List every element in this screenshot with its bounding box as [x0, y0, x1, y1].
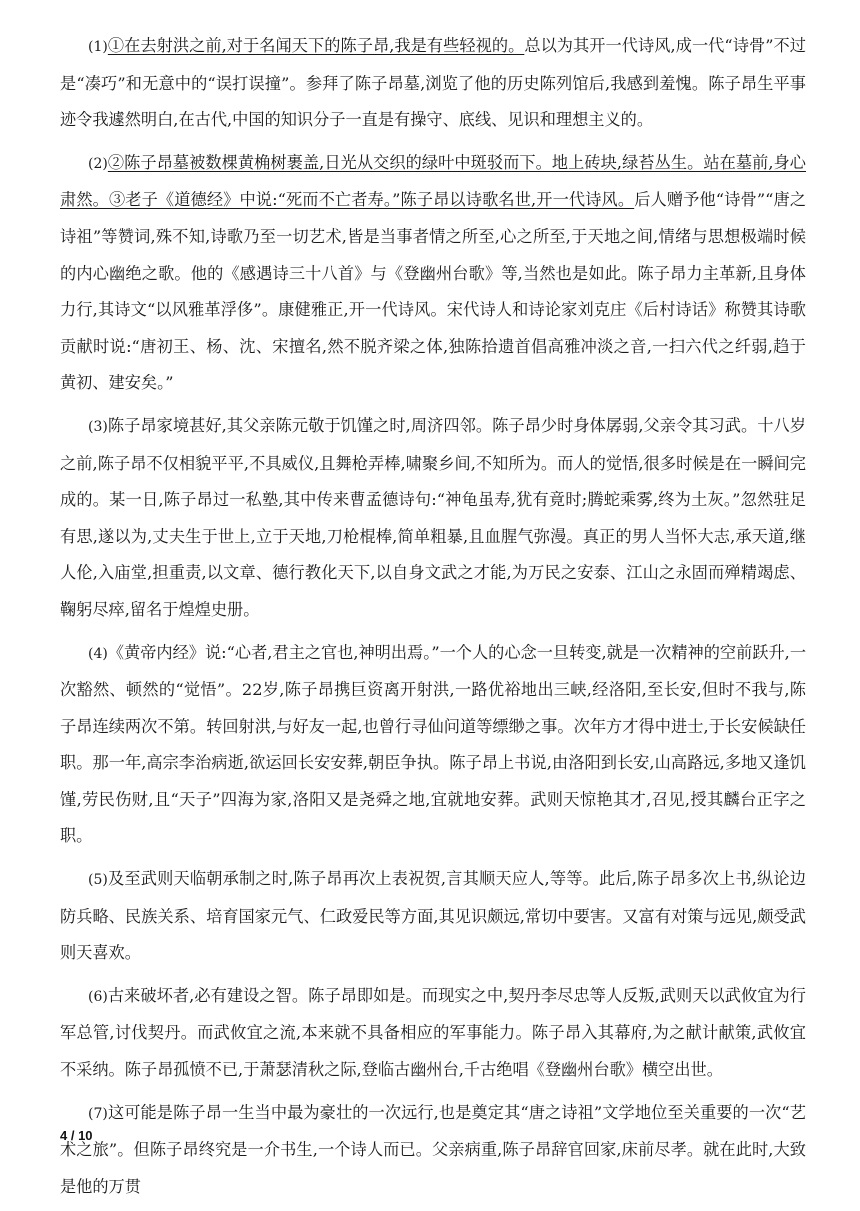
paragraph-text: 这可能是陈子昂一生当中最为豪壮的一次远行,也是奠定其“唐之诗祖”文学地位至关重要的一次“艺术之旅”。但陈子昂终究是一介书生,一个诗人而已。父亲病重,陈子昂辞官回家,床前尽孝。就在此时,大致是他的万贯 [60, 1102, 806, 1196]
paragraph-number: (6) [88, 988, 108, 1005]
paragraph-number: (4) [88, 645, 108, 662]
paragraph-text: 《黄帝内经》说:“心者,君主之官也,神明出焉。”一个人的心念一旦转变,就是一次精神的空前跃升,一次豁然、顿然的“觉悟”。22岁,陈子昂携巨资离开射洪,一路优裕地出三峡,经洛阳,至长安,但时不我与,陈子昂连续两次不第。转回射洪,与好友一起,也曾行寻仙问道等缥缈之事。次年方才得中进士,于长安候缺任职。那一年,高宗李治病逝,欲运回长安安葬,朝臣争执。陈子昂上书说,由洛阳到长安,山高路远,多地又逢饥馑,劳民伤财,且“天子”四海为家,洛阳又是尧舜之地,宜就地安葬。武则天惊艳其才,召见,授其麟台正字之职。 [60, 642, 807, 846]
underlined-sentence-3: ③老子《道德经》中说:“死而不亡者寿。”陈子昂以诗歌名世,开一代诗风。 [108, 190, 635, 210]
paragraph-number: (1) [88, 39, 108, 55]
document-page [60, 28, 806, 1211]
paragraph-text: 古来破坏者,必有建设之智。陈子昂即如是。而现实之中,契丹李尽忠等人反叛,武则天以武攸宜为行军总管,讨伐契丹。而武攸宜之流,本来就不具备相应的军事能力。陈子昂入其幕府,为之献计献策,武攸宜不采纳。陈子昂孤愤不已,于萧瑟清秋之际,登临古幽州台,千古绝唱《登幽州台歌》横空出世。 [60, 985, 806, 1080]
paragraph-number: (7) [88, 1105, 108, 1122]
paragraph-2 [60, 145, 806, 402]
paragraph-text: 及至武则天临朝承制之时,陈子昂再次上表祝贺,言其顺天应人,等等。此后,陈子昂多次上书,纵论边防兵略、民族关系、培育国家元气、仁政爱民等方面,其见识颇远,常切中要害。又富有对策与远见,颇受武则天喜欢。 [60, 869, 806, 963]
paragraph-number: (3) [88, 418, 108, 435]
paragraph-text: 陈子昂家境甚好,其父亲陈元敬于饥馑之时,周济四邻。陈子昂少时身体孱弱,父亲令其习武。十八岁之前,陈子昂不仅相貌平平,不具威仪,且舞枪弄棒,啸聚乡间,不知所为。而人的觉悟,很多时候是在一瞬间完成的。某一日,陈子昂过一私塾,其中传来曹孟德诗句:“神龟虽寿,犹有竟时;腾蛇乘雾,终为土灰。”忽然驻足有思,遂以为,丈夫生于世上,立于天地,刀枪棍棒,简单粗暴,且血腥气弥漫。真正的男人当怀大志,承天道,继人伦,入庙堂,担重责,以文章、德行教化天下,以自身文武之才能,为万民之安泰、江山之永固而殚精竭虑、鞠躬尽瘁,留名于煌煌史册。 [60, 415, 806, 619]
underlined-sentence-1: ①在去射洪之前,对于名闻天下的陈子昂,我是有些轻视的。 [107, 36, 525, 55]
paragraph-6 [60, 978, 806, 1089]
page-number: 4 / 10 [60, 1128, 93, 1143]
paragraph-4 [60, 635, 806, 856]
paragraph-number: (2) [88, 155, 108, 172]
paragraph-text: 总以为其开一代诗风,成一代“诗骨”不过是“凑巧”和无意中的“误打误撞”。参拜了陈子昂墓,浏览了他的历史陈列馆后,我感到羞愧。陈子昂生平事迹令我遽然明白,在古代,中国的知识分子一直是有操守、底线、见识和理想主义的。 [60, 36, 806, 130]
paragraph-7 [60, 1095, 806, 1206]
paragraph-1 [60, 28, 806, 139]
paragraph-5 [60, 861, 806, 972]
underlined-sentence-2: ②陈子昂墓被数棵黄桷树裹盖,日光从交织的绿叶中斑驳而下。地上砖块,绿苔丛生。站在墓前,身心肃然。 [60, 152, 806, 210]
paragraph-3 [60, 408, 806, 629]
paragraph-text: 后人赠予他“诗骨”“唐之诗祖”等赞词,殊不知,诗歌乃至一切艺术,皆是当事者情之所至,心之所至,于天地之间,情绪与思想极端时候的内心幽绝之歌。他的《感遇诗三十八首》与《登幽州台歌》等,当然也是如此。陈子昂力主革新,且身体力行,其诗文“以风雅革浮侈”。康健雅正,开一代诗风。宋代诗人和诗论家刘克庄《后村诗话》称赞其诗歌贡献时说:“唐初王、杨、沈、宋擅名,然不脱齐梁之体,独陈拾遗首倡高雅冲淡之音,一扫六代之纤弱,趋于黄初、建安矣。” [60, 190, 807, 393]
paragraph-number: (5) [88, 872, 108, 889]
